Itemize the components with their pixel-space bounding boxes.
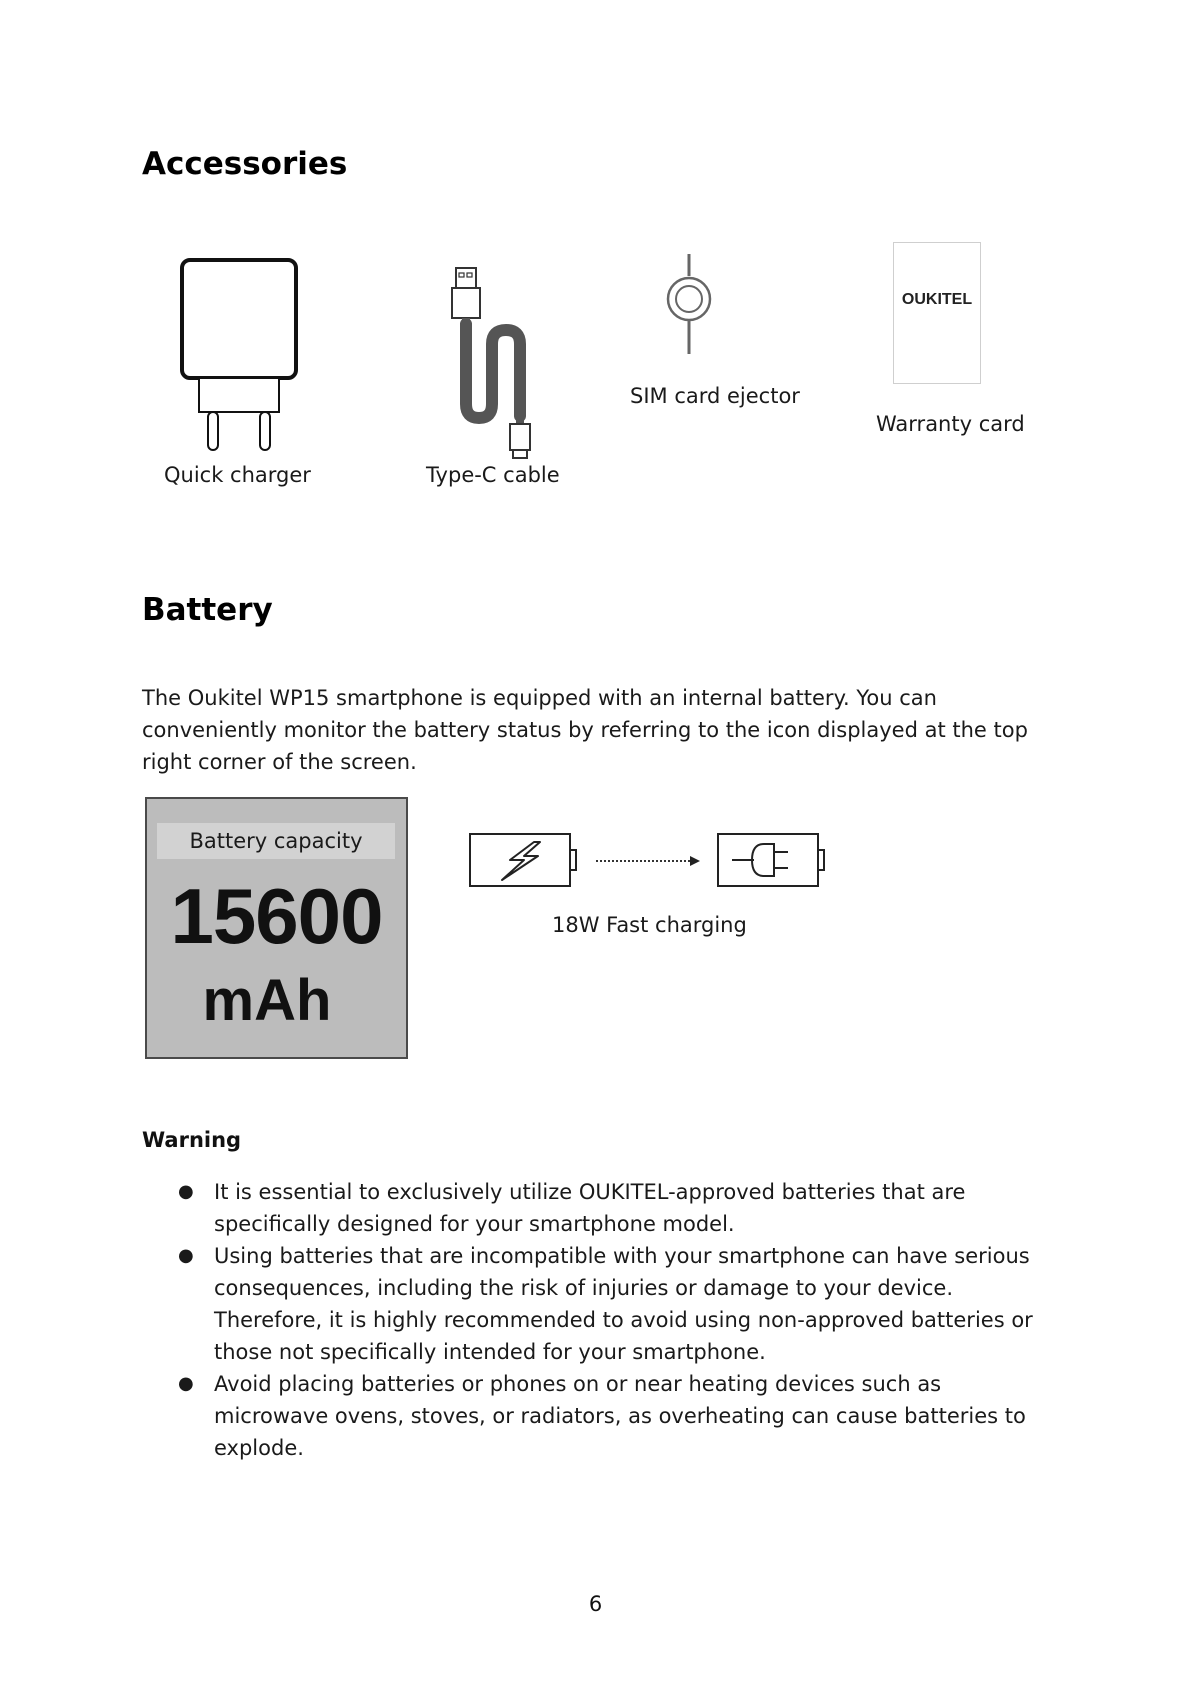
accessory-label-quick-charger: Quick charger: [164, 463, 311, 487]
warranty-card-icon: [893, 242, 981, 384]
warning-item: ● It is essential to exclusively utilize OUKITEL-approved batteries that are specifically designed for your smartphone model.: [178, 1180, 966, 1236]
dotted-arrow-icon: [596, 856, 700, 866]
fast-charging-diagram: [468, 830, 828, 892]
battery-capacity-label: Battery capacity: [157, 823, 395, 859]
battery-heading: Battery: [142, 592, 273, 628]
plug-icon: [718, 834, 824, 886]
warning-list: [142, 1176, 1054, 1464]
charger-icon: [178, 256, 300, 456]
warning-item: ● Avoid placing batteries or phones on or near heating devices such as microwave ovens, stoves, or radiators, as overheating can cause batteries to explode.: [178, 1372, 1026, 1460]
warning-title: Warning: [142, 1128, 242, 1152]
usb-cable-icon: [450, 266, 540, 460]
battery-paragraph: The Oukitel WP15 smartphone is equipped with an internal battery. You can conveniently monitor the battery status by referring to the icon displayed at the top right corner of the screen.: [142, 686, 1028, 774]
accessory-label-type-c-cable: Type-C cable: [426, 463, 560, 487]
battery-capacity-unit: mAh: [202, 968, 332, 1033]
accessory-label-warranty-card: Warranty card: [876, 412, 1025, 436]
warranty-card-brand: OUKITEL: [901, 291, 973, 308]
fast-charging-label: 18W Fast charging: [552, 913, 747, 937]
warning-item: ● Using batteries that are incompatible with your smartphone can have serious consequences, including the risk of injuries or damage to your device. Therefore, it is highly recommended to avoid using non-approved batteries or those not specifically intended for your smartphone.: [178, 1244, 1033, 1364]
accessory-label-sim-ejector: SIM card ejector: [630, 384, 800, 408]
battery-bolt-icon: [470, 834, 576, 886]
sim-ejector-icon: [664, 252, 714, 356]
battery-capacity-box: [145, 797, 408, 1059]
battery-capacity-value: 15600: [170, 872, 383, 960]
page-number: 6: [588, 1592, 603, 1616]
accessories-heading: Accessories: [142, 146, 348, 182]
